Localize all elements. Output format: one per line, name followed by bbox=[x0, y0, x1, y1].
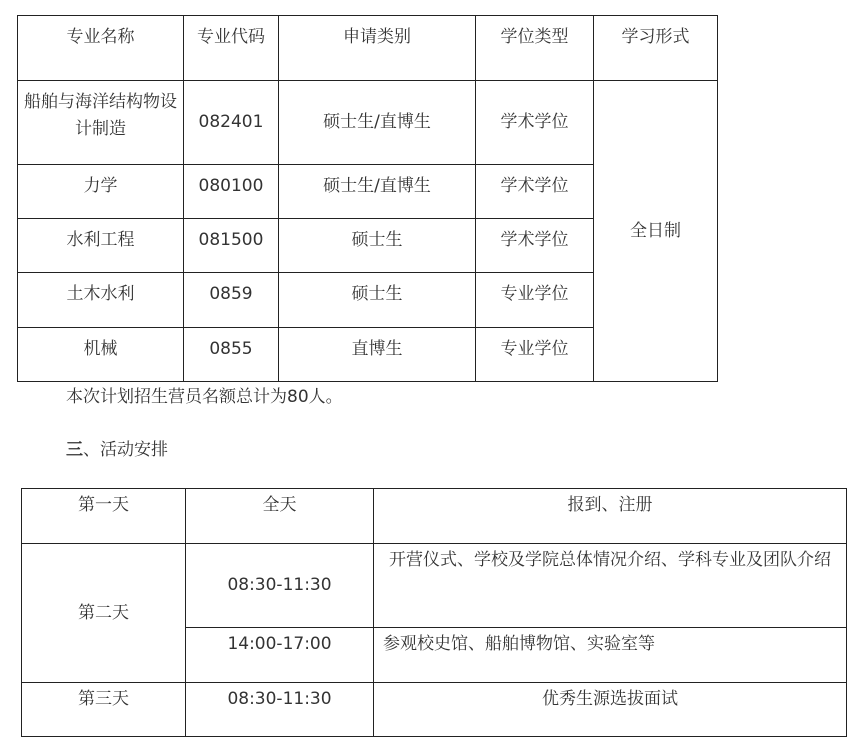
schedule-activity: 报到、注册 bbox=[374, 489, 847, 544]
application-category: 硕士生/直博生 bbox=[279, 81, 476, 165]
header-application-category: 申请类别 bbox=[279, 16, 476, 81]
schedule-activity: 优秀生源选拔面试 bbox=[374, 683, 847, 737]
header-major-name: 专业名称 bbox=[18, 16, 184, 81]
major-name: 土木水利 bbox=[18, 273, 184, 328]
schedule-activity: 参观校史馆、船舶博物馆、实验室等 bbox=[374, 628, 847, 683]
major-code: 080100 bbox=[184, 165, 279, 219]
schedule-table bbox=[21, 488, 847, 737]
application-category: 硕士生/直博生 bbox=[279, 165, 476, 219]
major-code: 0855 bbox=[184, 328, 279, 382]
table-row bbox=[18, 81, 718, 165]
schedule-row bbox=[22, 683, 847, 737]
application-category: 硕士生 bbox=[279, 219, 476, 273]
section-number: 三 bbox=[66, 440, 83, 460]
major-name: 机械 bbox=[18, 328, 184, 382]
header-major-code: 专业代码 bbox=[184, 16, 279, 81]
schedule-row bbox=[22, 544, 847, 628]
major-name: 水利工程 bbox=[18, 219, 184, 273]
majors-header-row bbox=[18, 16, 718, 81]
major-code: 082401 bbox=[184, 81, 279, 165]
schedule-time: 14:00-17:00 bbox=[186, 628, 374, 683]
degree-type: 专业学位 bbox=[476, 328, 594, 382]
application-category: 硕士生 bbox=[279, 273, 476, 328]
degree-type: 学术学位 bbox=[476, 81, 594, 165]
schedule-time: 08:30-11:30 bbox=[186, 544, 374, 628]
schedule-row bbox=[22, 489, 847, 544]
schedule-activity: 开营仪式、学校及学院总体情况介绍、学科专业及团队介绍 bbox=[374, 544, 847, 628]
major-name: 力学 bbox=[18, 165, 184, 219]
study-form: 全日制 bbox=[594, 81, 718, 382]
enrollment-note: 本次计划招生营员名额总计为80人。 bbox=[66, 387, 343, 407]
section-title: 活动安排 bbox=[100, 440, 168, 460]
schedule-time: 08:30-11:30 bbox=[186, 683, 374, 737]
major-code: 0859 bbox=[184, 273, 279, 328]
schedule-time: 全天 bbox=[186, 489, 374, 544]
major-code: 081500 bbox=[184, 219, 279, 273]
degree-type: 专业学位 bbox=[476, 273, 594, 328]
majors-table bbox=[17, 15, 718, 382]
header-study-form: 学习形式 bbox=[594, 16, 718, 81]
section-separator: 、 bbox=[83, 440, 100, 460]
header-degree-type: 学位类型 bbox=[476, 16, 594, 81]
application-category: 直博生 bbox=[279, 328, 476, 382]
degree-type: 学术学位 bbox=[476, 219, 594, 273]
major-name: 船舶与海洋结构物设计制造 bbox=[18, 81, 184, 165]
schedule-day: 第一天 bbox=[22, 489, 186, 544]
degree-type: 学术学位 bbox=[476, 165, 594, 219]
schedule-day: 第三天 bbox=[22, 683, 186, 737]
schedule-day: 第二天 bbox=[22, 544, 186, 683]
section-heading bbox=[66, 437, 168, 463]
